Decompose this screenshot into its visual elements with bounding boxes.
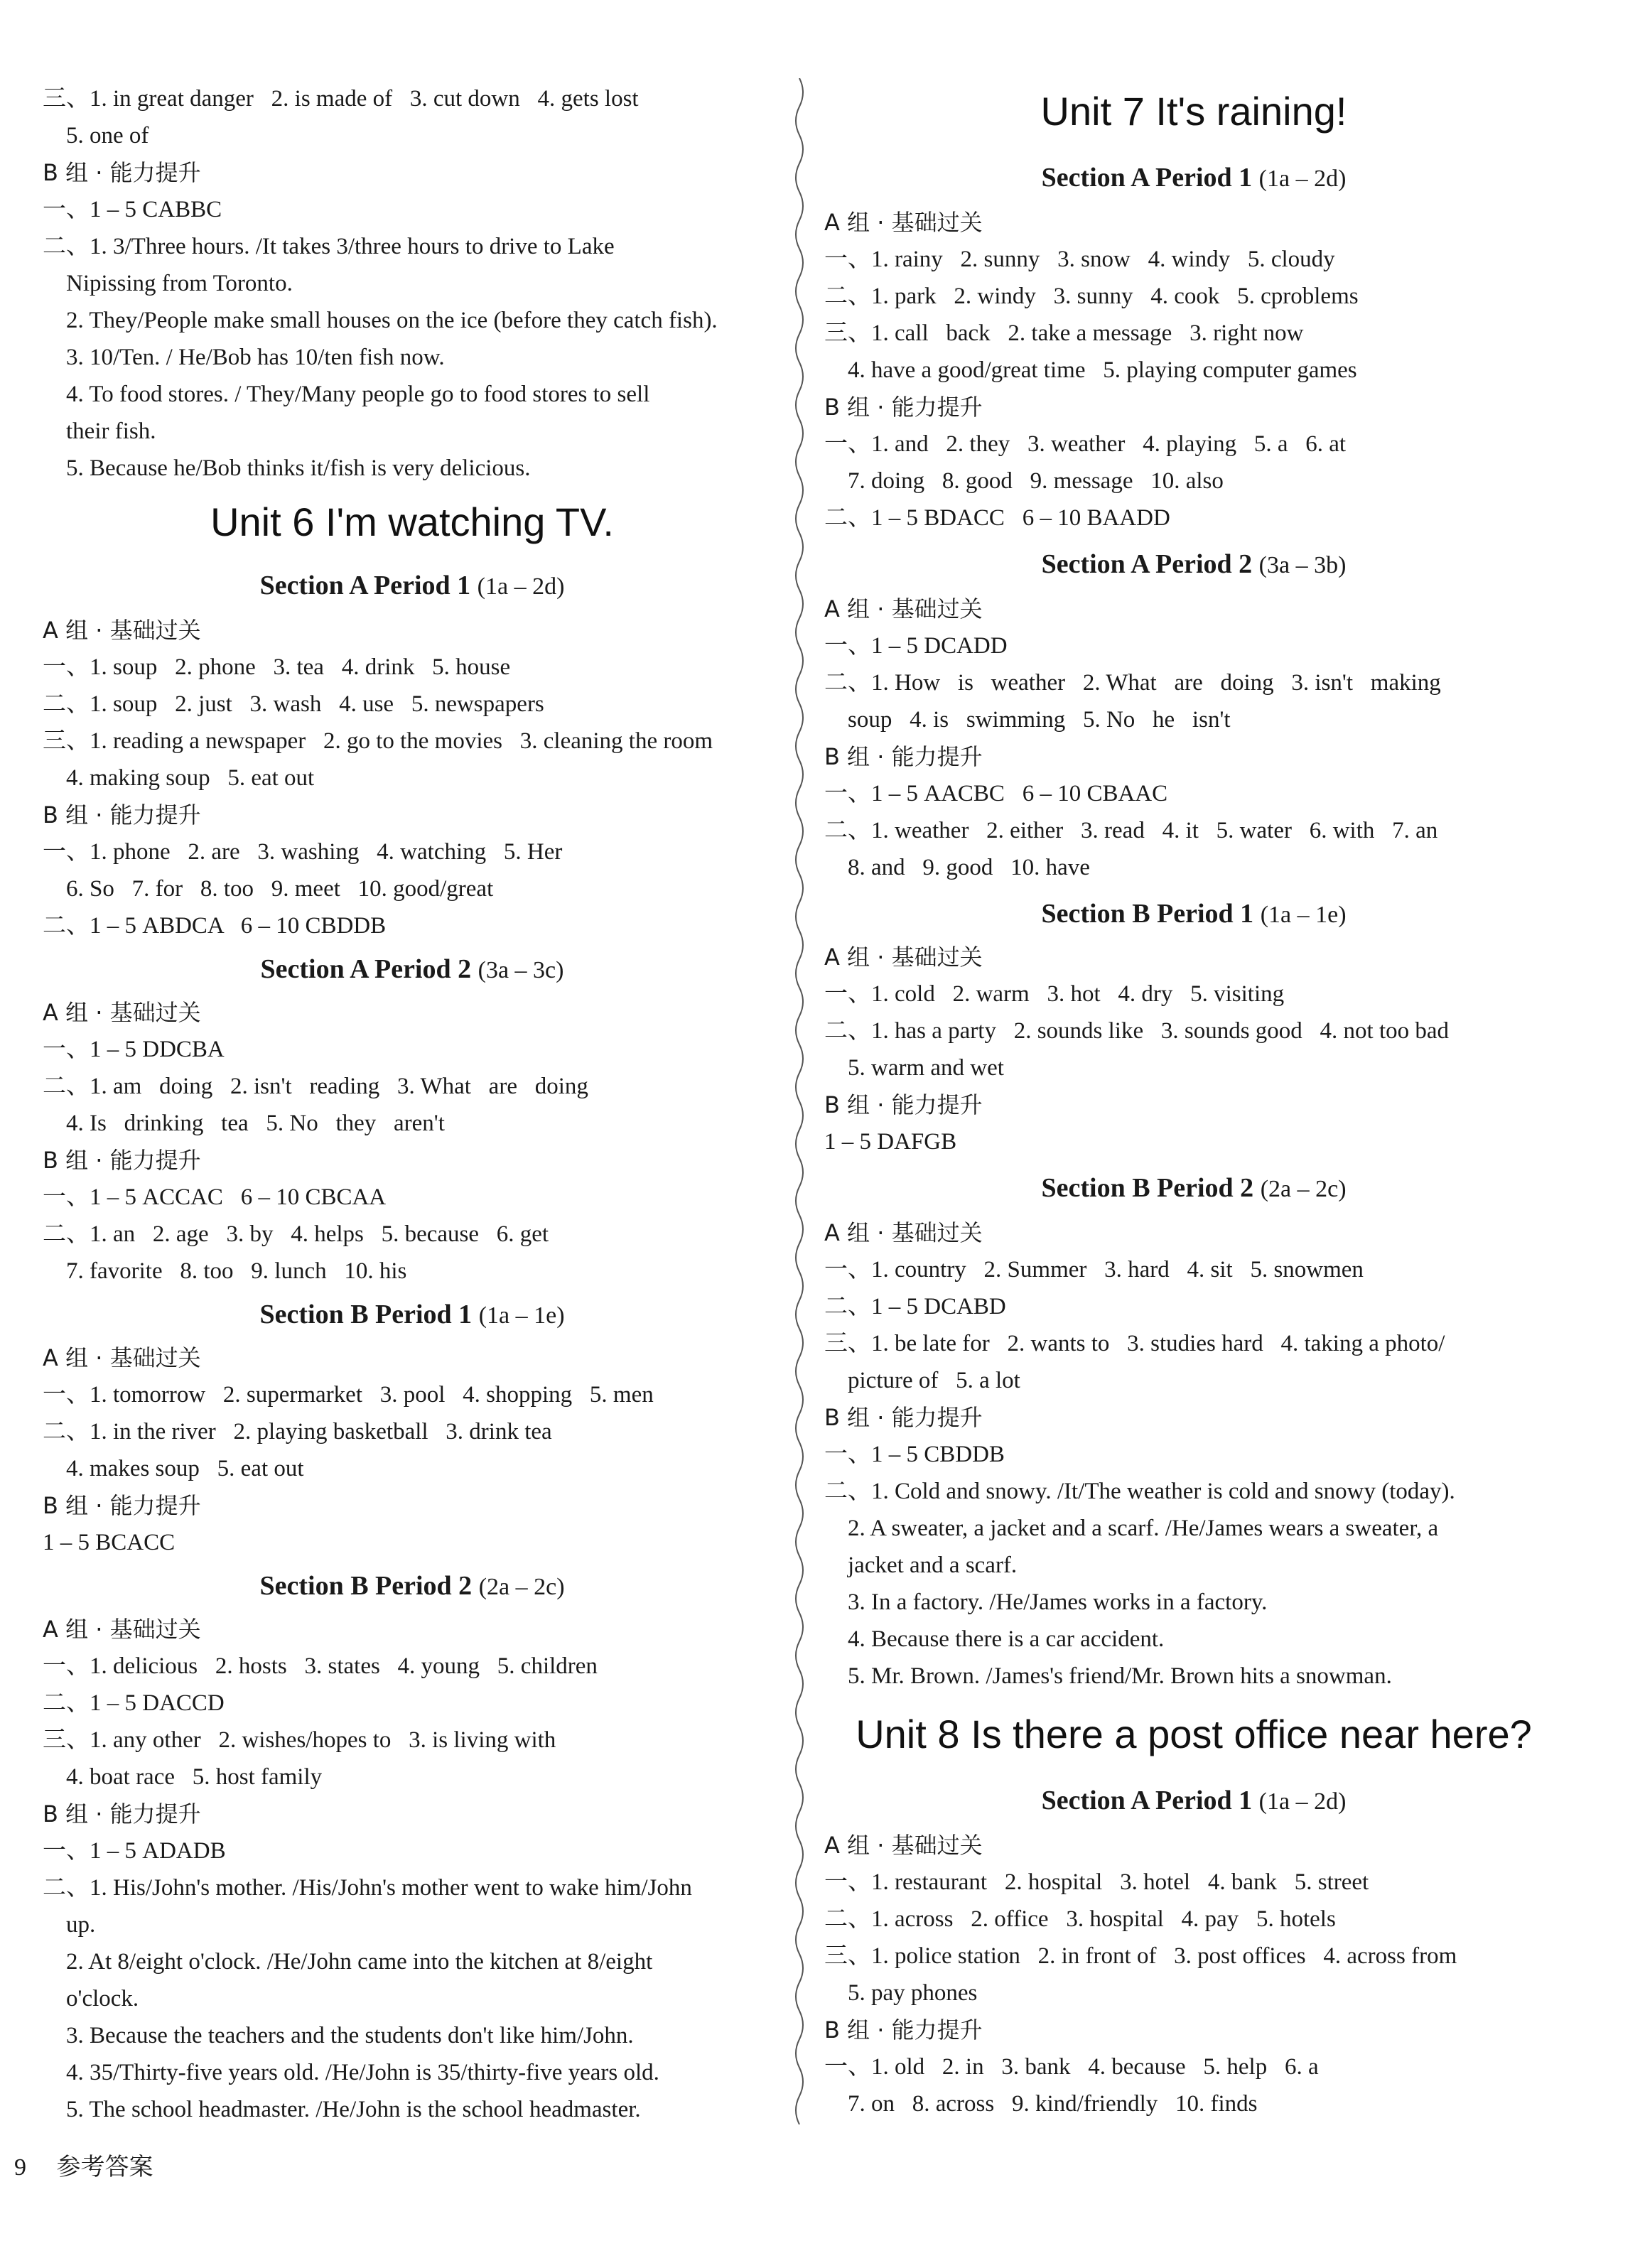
- group-heading: A 组 · 基础过关: [43, 617, 201, 644]
- answer-line: their fish.: [43, 418, 156, 444]
- answer-line: 一、1. cold 2. warm 3. hot 4. dry 5. visiting: [824, 981, 1285, 1007]
- answer-line: 二、1. Cold and snowy. /It/The weather is cold and snowy (today).: [824, 1479, 1455, 1504]
- group-heading: A 组 · 基础过关: [824, 1219, 983, 1246]
- answer-line: 三、1. reading a newspaper 2. go to the movies 3. cleaning the room: [43, 728, 713, 754]
- section-name: Section B Period 1: [1041, 899, 1254, 929]
- answer-line: jacket and a scarf.: [824, 1552, 1018, 1578]
- answer-line: 5. Because he/Bob thinks it/fish is very delicious.: [43, 455, 531, 481]
- answer-line: 二、1. How is weather 2. What are doing 3. isn't making: [824, 670, 1441, 696]
- answer-line: 一、1 – 5 DCADD: [824, 633, 1008, 659]
- answer-line: 3. Because the teachers and the students don't like him/John.: [43, 2023, 634, 2048]
- answer-line: 一、1 – 5 CBDDB: [824, 1442, 1005, 1467]
- answer-line: 二、1. 3/Three hours. /It takes 3/three hours to drive to Lake: [43, 234, 615, 259]
- section-range: (1a – 2d): [477, 573, 565, 600]
- group-heading: B 组 · 能力提升: [824, 2016, 983, 2043]
- answer-line: 一、1. delicious 2. hosts 3. states 4. young 5. children: [43, 1653, 598, 1679]
- answer-line: 一、1. country 2. Summer 3. hard 4. sit 5. snowmen: [824, 1257, 1364, 1282]
- answer-line: 二、1 – 5 DACCD: [43, 1690, 225, 1716]
- section-title: [824, 1171, 1563, 1206]
- answer-line: 5. one of: [43, 123, 149, 148]
- answer-line: 1 – 5 BCACC: [43, 1530, 176, 1555]
- answer-line: 4. 35/Thirty-five years old. /He/John is 35/thirty-five years old.: [43, 2060, 659, 2085]
- answer-line: 一、1. soup 2. phone 3. tea 4. drink 5. house: [43, 654, 511, 680]
- answer-line: 二、1. has a party 2. sounds like 3. sounds good 4. not too bad: [824, 1018, 1450, 1044]
- group-heading: B 组 · 能力提升: [824, 1404, 983, 1431]
- section-name: Section A Period 1: [1041, 1786, 1253, 1815]
- answer-line: Nipissing from Toronto.: [43, 271, 293, 296]
- answer-line: 5. Mr. Brown. /James's friend/Mr. Brown hits a snowman.: [824, 1663, 1392, 1689]
- answer-line: 二、1 – 5 ABDCA 6 – 10 CBDDB: [43, 913, 387, 939]
- section-title: [824, 161, 1563, 196]
- section-name: Section B Period 2: [1041, 1173, 1254, 1203]
- group-heading: B 组 · 能力提升: [824, 743, 983, 770]
- answer-line: 4. To food stores. / They/Many people go to food stores to sell: [43, 382, 650, 407]
- answer-line: 4. makes soup 5. eat out: [43, 1456, 304, 1481]
- answer-line: 一、1 – 5 ADADB: [43, 1838, 226, 1864]
- answer-line: 三、1. call back 2. take a message 3. right now: [824, 320, 1304, 346]
- answer-line: 6. So 7. for 8. too 9. meet 10. good/great: [43, 876, 494, 902]
- section-range: (1a – 1e): [1260, 902, 1347, 928]
- section-range: (2a – 2c): [1260, 1176, 1347, 1202]
- group-heading: A 组 · 基础过关: [824, 944, 983, 971]
- section-range: (3a – 3c): [478, 957, 564, 983]
- answer-line: 5. The school headmaster. /He/John is the school headmaster.: [43, 2097, 641, 2122]
- answer-line: 三、1. in great danger 2. is made of 3. cut down 4. gets lost: [43, 86, 639, 112]
- answer-line: 二、1. in the river 2. playing basketball 3. drink tea: [43, 1419, 552, 1444]
- answer-line: 4. Is drinking tea 5. No they aren't: [43, 1111, 445, 1136]
- unit-title: Unit 8 Is there a post office near here?: [856, 1712, 1532, 1756]
- group-heading: A 组 · 基础过关: [824, 1832, 983, 1859]
- group-heading: A 组 · 基础过关: [43, 999, 201, 1026]
- section-name: Section A Period 1: [1041, 163, 1253, 193]
- section-name: Section A Period 2: [1041, 549, 1253, 579]
- answer-line: 4. boat race 5. host family: [43, 1764, 323, 1790]
- section-title: [43, 952, 782, 988]
- section-range: (1a – 2d): [1258, 166, 1347, 192]
- answer-line: 一、1 – 5 CABBC: [43, 197, 222, 222]
- answer-line: 一、1 – 5 AACBC 6 – 10 CBAAC: [824, 781, 1168, 806]
- answer-line: soup 4. is swimming 5. No he isn't: [824, 707, 1231, 733]
- group-heading: A 组 · 基础过关: [824, 209, 983, 236]
- section-range: (2a – 2c): [478, 1574, 565, 1600]
- group-heading: B 组 · 能力提升: [43, 1800, 201, 1827]
- answer-line: 4. making soup 5. eat out: [43, 765, 315, 791]
- answer-line: 5. pay phones: [824, 1980, 978, 2006]
- answer-line: 三、1. any other 2. wishes/hopes to 3. is living with: [43, 1727, 556, 1753]
- answer-line: 一、1. old 2. in 3. bank 4. because 5. help 6. a: [824, 2054, 1319, 2080]
- answer-line: 5. warm and wet: [824, 1055, 1004, 1081]
- answer-line: 一、1. and 2. they 3. weather 4. playing 5. a 6. at: [824, 431, 1347, 457]
- page-footer: [14, 2147, 153, 2182]
- answer-line: 3. 10/Ten. / He/Bob has 10/ten fish now.: [43, 345, 445, 370]
- group-heading: B 组 · 能力提升: [43, 1147, 201, 1174]
- group-heading: B 组 · 能力提升: [43, 801, 201, 828]
- section-name: Section A Period 2: [260, 954, 472, 984]
- section-range: (3a – 3b): [1258, 552, 1347, 578]
- section-title: [43, 1569, 782, 1604]
- answer-line: 1 – 5 DAFGB: [824, 1129, 957, 1155]
- answer-line: 一、1. rainy 2. sunny 3. snow 4. windy 5. cloudy: [824, 247, 1335, 272]
- column-divider: [789, 78, 810, 2124]
- group-heading: B 组 · 能力提升: [824, 1091, 983, 1118]
- answer-line: 一、1. phone 2. are 3. washing 4. watching 5. Her: [43, 839, 563, 865]
- answer-line: 2. At 8/eight o'clock. /He/John came into the kitchen at 8/eight: [43, 1949, 653, 1975]
- answer-line: 4. have a good/great time 5. playing computer games: [824, 357, 1357, 383]
- answer-line: 二、1. park 2. windy 3. sunny 4. cook 5. cproblems: [824, 284, 1359, 309]
- answer-line: 二、1. soup 2. just 3. wash 4. use 5. newspapers: [43, 691, 544, 717]
- group-heading: B 组 · 能力提升: [43, 1492, 201, 1519]
- unit-title: Unit 6 I'm watching TV.: [210, 500, 614, 544]
- answer-line: o'clock.: [43, 1986, 139, 2012]
- section-name: Section A Period 1: [259, 571, 471, 600]
- section-range: (1a – 1e): [478, 1302, 565, 1329]
- answer-line: 7. doing 8. good 9. message 10. also: [824, 468, 1224, 494]
- answer-line: 二、1. weather 2. either 3. read 4. it 5. water 6. with 7. an: [824, 818, 1438, 843]
- unit-title: Unit 7 It's raining!: [1040, 89, 1347, 134]
- section-title: [43, 568, 782, 604]
- answer-line: 二、1. am doing 2. isn't reading 3. What are doing: [43, 1074, 588, 1099]
- answer-line: 二、1. an 2. age 3. by 4. helps 5. because 6. get: [43, 1221, 549, 1247]
- group-heading: A 组 · 基础过关: [43, 1344, 201, 1371]
- section-name: Section B Period 2: [259, 1571, 473, 1601]
- answer-line: 3. In a factory. /He/James works in a factory.: [824, 1589, 1268, 1615]
- answer-line: 7. on 8. across 9. kind/friendly 10. finds: [824, 2091, 1258, 2117]
- answer-line: 4. Because there is a car accident.: [824, 1626, 1165, 1652]
- answer-line: 三、1. police station 2. in front of 3. post offices 4. across from: [824, 1943, 1457, 1969]
- group-heading: B 组 · 能力提升: [43, 159, 201, 186]
- answer-line: 2. They/People make small houses on the ice (before they catch fish).: [43, 308, 718, 333]
- group-heading: A 组 · 基础过关: [43, 1616, 201, 1643]
- answer-line: 一、1. tomorrow 2. supermarket 3. pool 4. shopping 5. men: [43, 1382, 654, 1408]
- section-title: [824, 897, 1563, 932]
- answer-line: 二、1. across 2. office 3. hospital 4. pay 5. hotels: [824, 1906, 1336, 1932]
- answer-line: 三、1. be late for 2. wants to 3. studies hard 4. taking a photo/: [824, 1331, 1445, 1356]
- answer-line: 一、1. restaurant 2. hospital 3. hotel 4. bank 5. street: [824, 1869, 1369, 1895]
- section-title: [824, 1783, 1563, 1819]
- answer-line: 一、1 – 5 ACCAC 6 – 10 CBCAA: [43, 1184, 387, 1210]
- answer-line: 二、1 – 5 DCABD: [824, 1294, 1006, 1319]
- answer-line: picture of 5. a lot: [824, 1368, 1020, 1393]
- group-heading: B 组 · 能力提升: [824, 394, 983, 421]
- answer-line: 2. A sweater, a jacket and a scarf. /He/James wears a sweater, a: [824, 1516, 1439, 1541]
- section-range: (1a – 2d): [1258, 1788, 1347, 1815]
- answer-line: 二、1. His/John's mother. /His/John's mother went to wake him/John: [43, 1875, 692, 1901]
- answer-line: 8. and 9. good 10. have: [824, 855, 1090, 880]
- footer-label: 参考答案: [56, 2154, 153, 2181]
- answer-line: 7. favorite 8. too 9. lunch 10. his: [43, 1258, 407, 1284]
- answer-line: up.: [43, 1912, 96, 1938]
- answer-line: 一、1 – 5 DDCBA: [43, 1037, 225, 1062]
- section-title: [824, 547, 1563, 583]
- answer-line: 二、1 – 5 BDACC 6 – 10 BAADD: [824, 505, 1170, 531]
- section-name: Section B Period 1: [259, 1300, 473, 1329]
- group-heading: A 组 · 基础过关: [824, 595, 983, 622]
- section-title: [43, 1297, 782, 1333]
- page-number: 9: [14, 2154, 26, 2181]
